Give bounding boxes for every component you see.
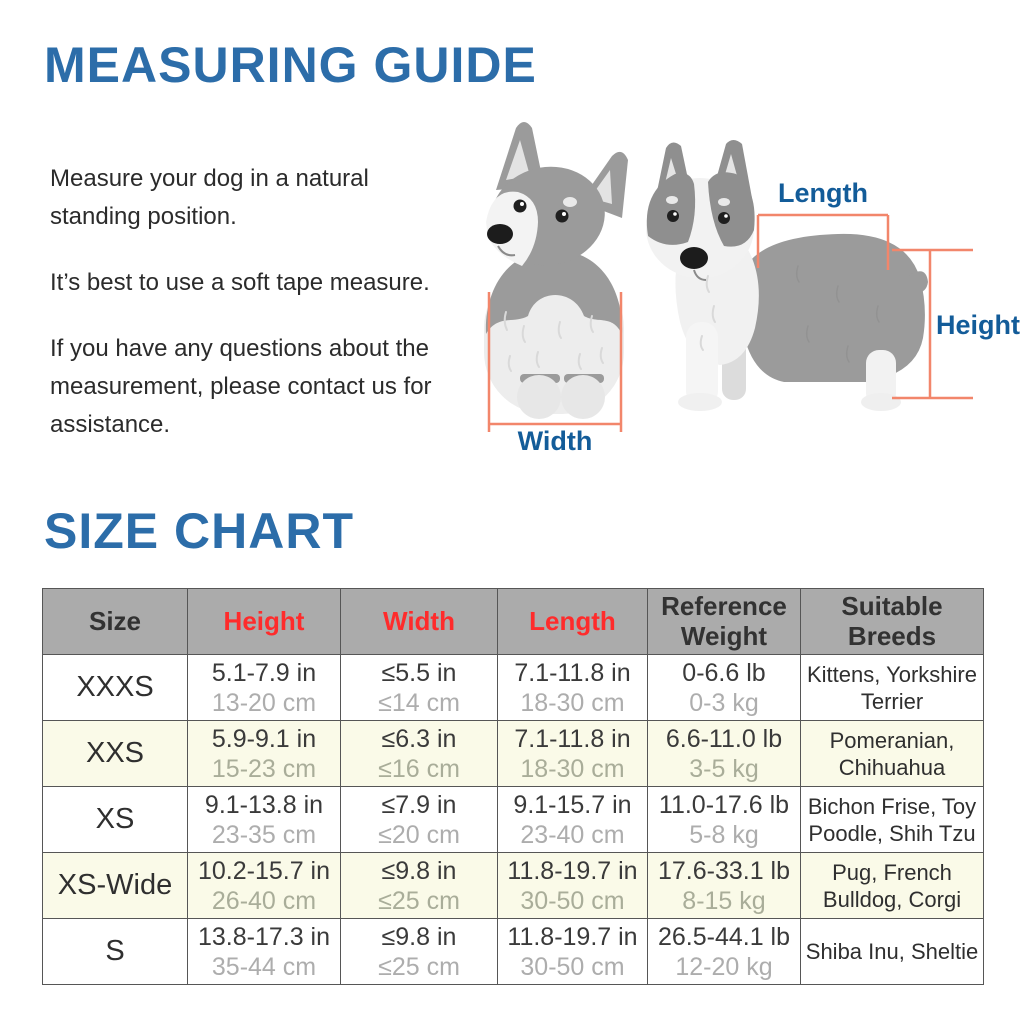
length-inches: 11.8-19.7 in	[507, 856, 638, 885]
measuring-instructions	[50, 160, 442, 472]
size-row-xs-wide	[43, 853, 984, 919]
length-cell	[498, 919, 648, 985]
size-row-xs	[43, 787, 984, 853]
weight-cell	[648, 853, 801, 919]
instruction-soft-tape: It’s best to use a soft tape measure.	[50, 269, 430, 296]
breeds-cell: Shiba Inu, Sheltie	[801, 919, 984, 985]
column-header-reference-weight: Reference Weight	[648, 589, 801, 655]
weight-kilograms: 5-8 kg	[689, 820, 759, 849]
width-cell	[341, 721, 498, 787]
length-cell	[498, 787, 648, 853]
height-centimeters: 35-44 cm	[211, 952, 317, 981]
breeds-cell: Pug, French Bulldog, Corgi	[801, 853, 984, 919]
weight-cell	[648, 721, 801, 787]
size-chart-header-row	[43, 589, 984, 655]
length-cell	[498, 655, 648, 721]
instruction-contact-us: If you have any questions about the measurement, please contact us for assistance.	[50, 335, 432, 438]
weight-cell	[648, 655, 801, 721]
weight-pounds: 11.0-17.6 lb	[658, 790, 790, 819]
length-inches: 9.1-15.7 in	[513, 790, 632, 819]
length-centimeters: 30-50 cm	[520, 952, 625, 981]
length-cell	[498, 721, 648, 787]
height-cell	[188, 919, 341, 985]
length-centimeters: 30-50 cm	[520, 886, 625, 915]
width-inches: ≤6.3 in	[381, 724, 457, 753]
height-cell	[188, 787, 341, 853]
width-centimeters: ≤20 cm	[378, 820, 460, 849]
weight-kilograms: 12-20 kg	[675, 952, 773, 981]
size-name: S	[43, 919, 188, 985]
height-cell	[188, 655, 341, 721]
width-cell	[341, 919, 498, 985]
column-header-length: Length	[498, 589, 648, 655]
weight-kilograms: 0-3 kg	[689, 688, 759, 717]
size-row-xxxs	[43, 655, 984, 721]
weight-cell	[648, 787, 801, 853]
height-inches: 13.8-17.3 in	[197, 922, 331, 951]
width-cell	[341, 853, 498, 919]
height-inches: 9.1-13.8 in	[204, 790, 324, 819]
instruction-natural-position: Measure your dog in a natural standing position.	[50, 165, 369, 230]
size-chart-title: SIZE CHART	[44, 503, 354, 559]
length-centimeters: 23-40 cm	[520, 820, 625, 849]
weight-pounds: 0-6.6 lb	[682, 658, 766, 687]
weight-pounds: 17.6-33.1 lb	[657, 856, 791, 885]
size-chart-table	[42, 588, 984, 985]
width-centimeters: ≤14 cm	[378, 688, 460, 717]
height-centimeters: 15-23 cm	[211, 754, 317, 783]
height-measure-label: Height	[936, 310, 1020, 340]
weight-pounds: 26.5-44.1 lb	[657, 922, 791, 951]
width-inches: ≤9.8 in	[381, 922, 457, 951]
breeds-cell: Bichon Frise, Toy Poodle, Shih Tzu	[801, 787, 984, 853]
length-cell	[498, 853, 648, 919]
length-inches: 11.8-19.7 in	[507, 922, 638, 951]
size-name: XS-Wide	[43, 853, 188, 919]
weight-kilograms: 8-15 kg	[682, 886, 766, 915]
size-row-xxs	[43, 721, 984, 787]
height-centimeters: 13-20 cm	[211, 688, 317, 717]
length-inches: 7.1-11.8 in	[514, 724, 631, 753]
height-centimeters: 26-40 cm	[211, 886, 317, 915]
size-name: XXXS	[43, 655, 188, 721]
width-inches: ≤5.5 in	[381, 658, 457, 687]
size-name: XS	[43, 787, 188, 853]
column-header-suitable-breeds: Suitable Breeds	[801, 589, 984, 655]
weight-kilograms: 3-5 kg	[689, 754, 759, 783]
width-centimeters: ≤25 cm	[378, 952, 460, 981]
height-centimeters: 23-35 cm	[211, 820, 317, 849]
width-cell	[341, 655, 498, 721]
length-measure-label: Length	[778, 178, 868, 208]
width-centimeters: ≤16 cm	[378, 754, 460, 783]
length-centimeters: 18-30 cm	[520, 754, 625, 783]
column-header-width: Width	[341, 589, 498, 655]
column-header-size: Size	[43, 589, 188, 655]
size-name: XXS	[43, 721, 188, 787]
measuring-guide-title: MEASURING GUIDE	[44, 37, 537, 93]
height-inches: 5.1-7.9 in	[211, 658, 317, 687]
length-centimeters: 18-30 cm	[520, 688, 625, 717]
weight-pounds: 6.6-11.0 lb	[665, 724, 783, 753]
width-centimeters: ≤25 cm	[378, 886, 460, 915]
height-inches: 5.9-9.1 in	[211, 724, 317, 753]
weight-cell	[648, 919, 801, 985]
size-row-s	[43, 919, 984, 985]
height-cell	[188, 721, 341, 787]
width-inches: ≤7.9 in	[381, 790, 457, 819]
column-header-height: Height	[188, 589, 341, 655]
width-inches: ≤9.8 in	[381, 856, 457, 885]
height-cell	[188, 853, 341, 919]
breeds-cell: Kittens, Yorkshire Terrier	[801, 655, 984, 721]
width-cell	[341, 787, 498, 853]
length-inches: 7.1-11.8 in	[514, 658, 631, 687]
width-measure-label: Width	[517, 426, 593, 456]
breeds-cell: Pomeranian, Chihuahua	[801, 721, 984, 787]
height-inches: 10.2-15.7 in	[197, 856, 331, 885]
